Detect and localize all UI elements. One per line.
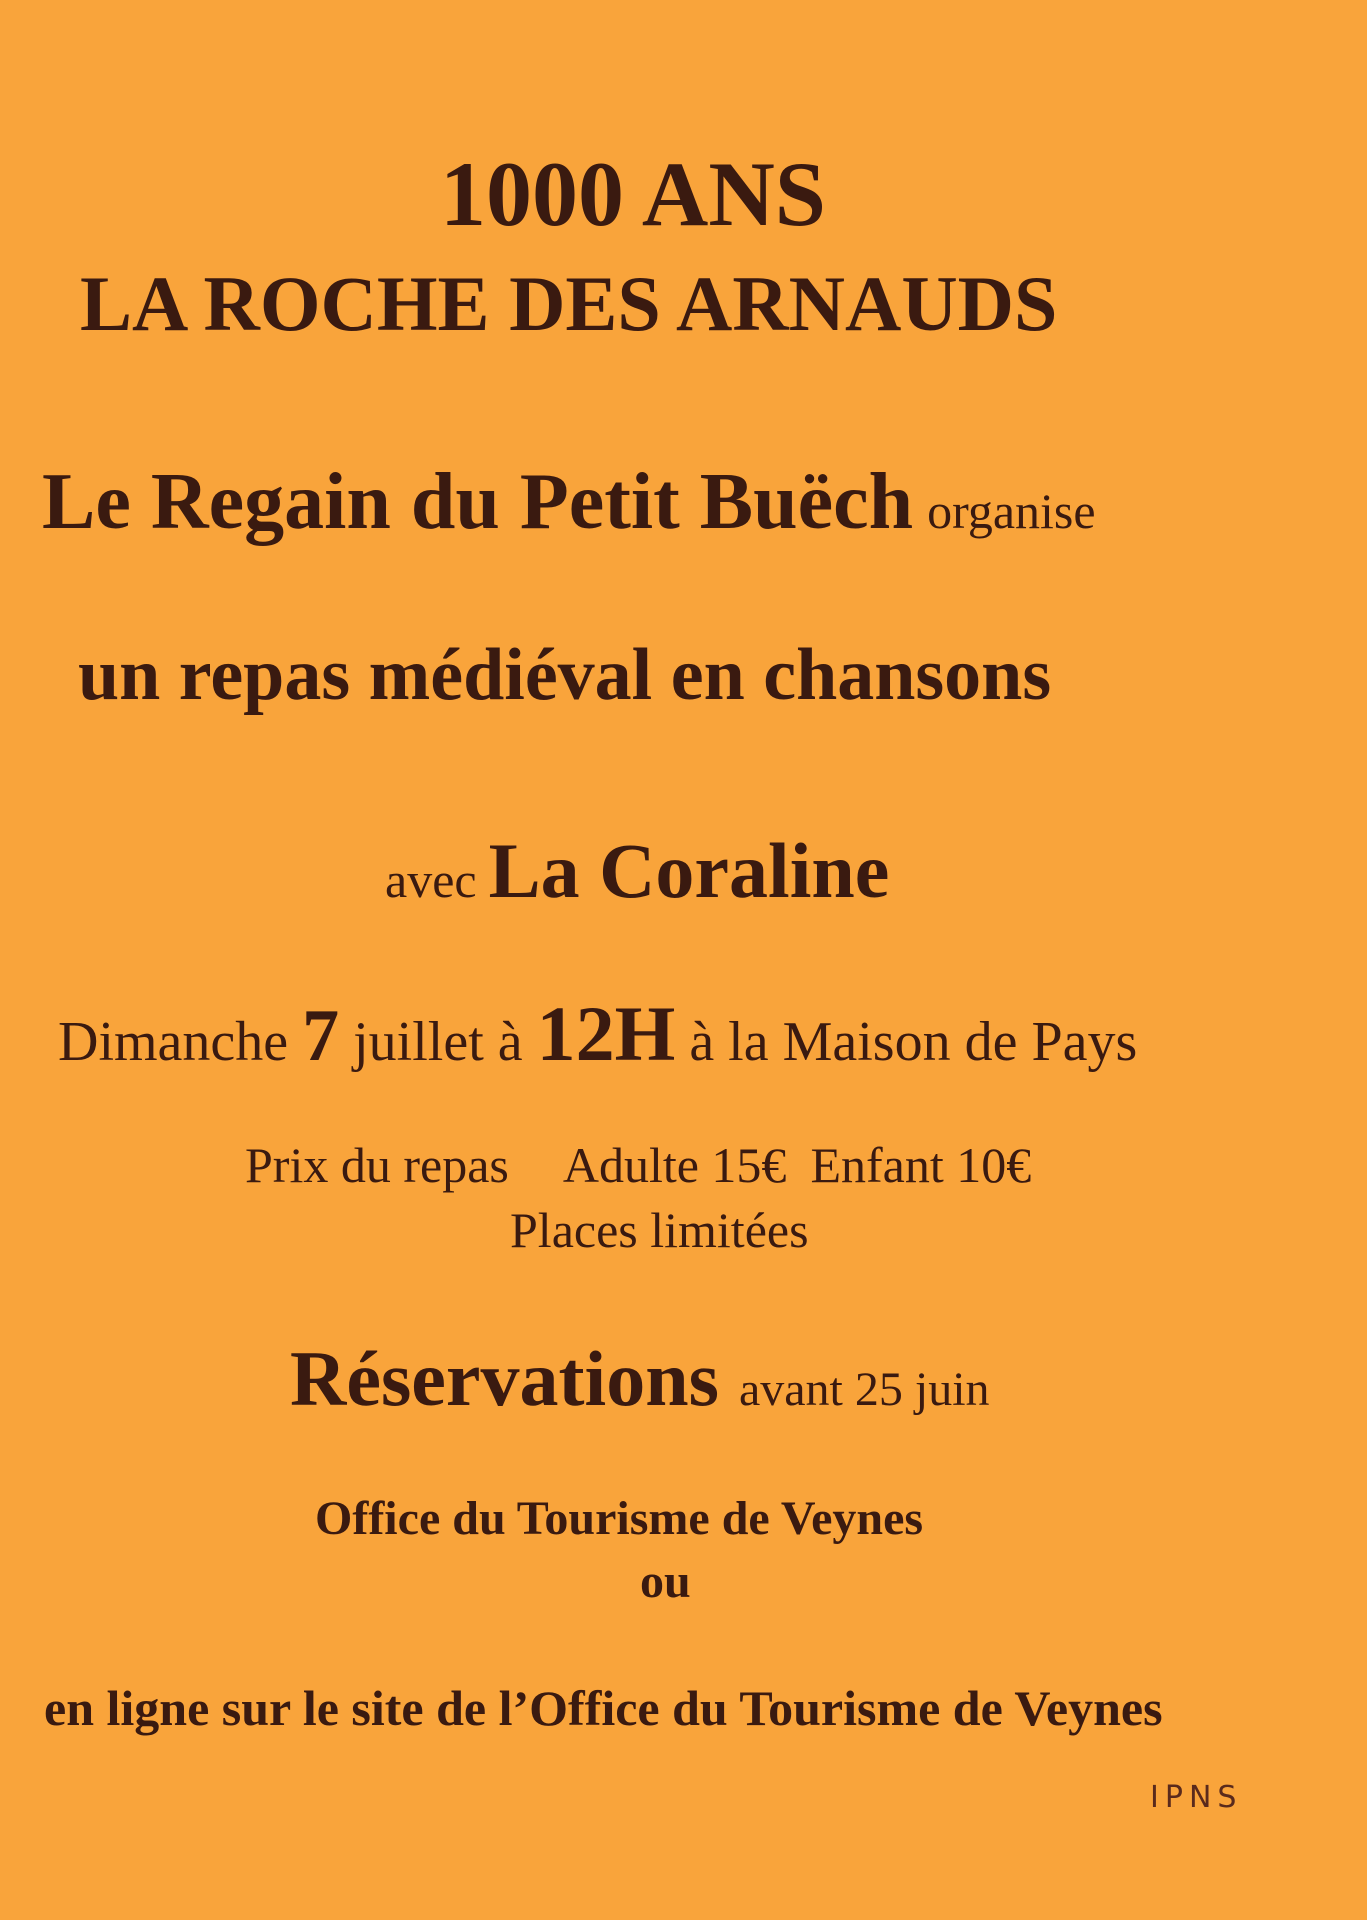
with-word: avec <box>385 852 477 908</box>
reservations-label: Réservations <box>290 1335 719 1422</box>
tourism-office: Office du Tourisme de Veynes <box>315 1492 924 1545</box>
date-day: 7 <box>302 995 340 1077</box>
event-title: un repas médiéval en chansons <box>78 634 1052 716</box>
organizer-line <box>42 458 1096 546</box>
reservations-line <box>290 1335 990 1422</box>
places-limited: Places limitées <box>510 1202 809 1258</box>
venue: à la Maison de Pays <box>689 1011 1138 1073</box>
date-month: juillet à <box>353 1011 523 1073</box>
organizer-name: Le Regain du Petit Buëch <box>42 458 914 546</box>
price-label: Prix du repas <box>245 1137 509 1193</box>
price-adult: Adulte 15€ <box>562 1137 787 1193</box>
or-word: ou <box>640 1555 691 1608</box>
price-line <box>245 1137 1032 1193</box>
price-child: Enfant 10€ <box>810 1137 1032 1193</box>
event-time: 12H <box>536 990 676 1077</box>
anniversary-title: 1000 ANS <box>440 143 826 245</box>
date-prefix: Dimanche <box>58 1011 289 1073</box>
date-line <box>58 990 1138 1077</box>
performer-line <box>385 827 890 914</box>
village-title: LA ROCHE DES ARNAUDS <box>80 260 1058 347</box>
online-booking: en ligne sur le site de l’Office du Tourisme de Veynes <box>44 1680 1163 1736</box>
reservations-deadline: avant 25 juin <box>738 1363 990 1416</box>
organizer-verb: organise <box>927 483 1096 539</box>
ipns-mark: IPNS <box>1150 1780 1243 1815</box>
performer-name: La Coraline <box>488 827 890 914</box>
